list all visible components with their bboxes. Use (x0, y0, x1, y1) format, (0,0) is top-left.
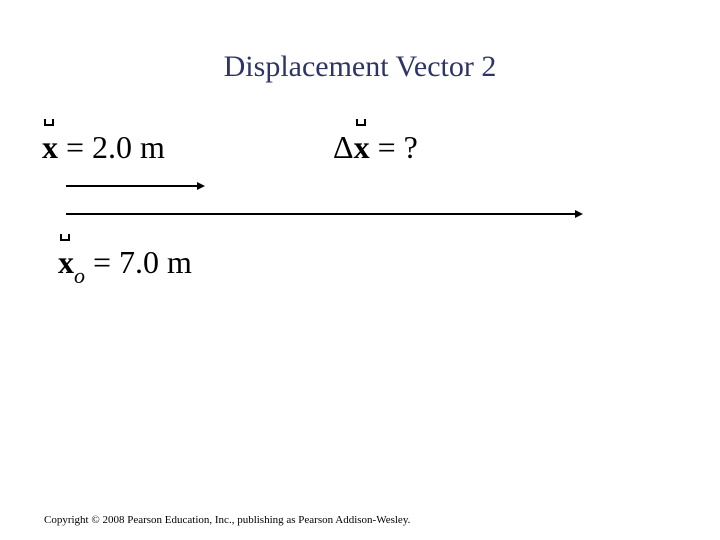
equals-sign: = (93, 244, 112, 280)
equals-sign: = (377, 129, 396, 165)
x-value: 2.0 m (92, 129, 165, 165)
subscript-o: o (74, 263, 85, 288)
arrow-x (66, 182, 205, 190)
vector-x-symbol: x (58, 246, 74, 278)
equals-sign: = (66, 129, 85, 165)
vector-x-symbol: x (42, 131, 58, 163)
x-o-value: 7.0 m (119, 244, 192, 280)
arrow-x-o (66, 210, 583, 218)
delta-x-value: ? (403, 129, 418, 165)
vector-x-symbol: x (354, 131, 370, 163)
slide-title: Displacement Vector 2 (223, 50, 497, 83)
delta-symbol: Δ (333, 129, 354, 165)
copyright-footer: Copyright © 2008 Pearson Education, Inc., publishing as Pearson Addison-Wesley. (44, 514, 411, 526)
